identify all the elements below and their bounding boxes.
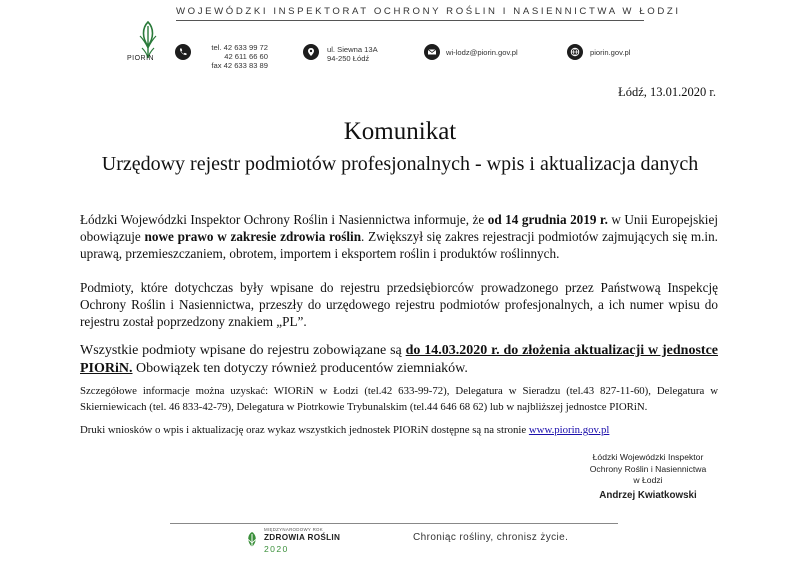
badge-year: 2020	[264, 544, 289, 554]
signature-line-1: Łódzki Wojewódzki Inspektor	[592, 452, 704, 462]
signature-line-3: w Łodzi	[633, 475, 663, 485]
p3-deadline: do 14.03.2020 r. do złożenia aktualizacji w jednostce PIORiN.	[80, 343, 718, 376]
phone-icon	[175, 44, 191, 60]
leaf-logo-icon	[243, 530, 261, 550]
paragraph-4: Szczegółowe informacje można uzyskać: WIORiN w Łodzi (tel.42 633-99-72), Delegatura w Sieradzu (tel.43 827-11-60), Delegatura w Skierniewicach (tel. 46 833-42-79), Delegatura w Piotrkowie Trybunalskim (tel.44 646 68 62) lub w najbliższej jednostce PIORiN.	[80, 385, 718, 413]
signatory-name: Andrzej Kwiatkowski	[599, 489, 697, 501]
location-icon	[303, 44, 319, 60]
p1-text-1: Łódzki Wojewódzki Inspektor Ochrony Roślin i Nasiennictwa informuje, że	[80, 212, 488, 227]
phone-2: 42 611 66 60	[224, 52, 268, 61]
logo-caption: PIORIN	[127, 55, 155, 62]
email-icon	[424, 44, 440, 60]
p3-text-1: Wszystkie podmioty wpisane do rejestru zobowiązane są	[80, 343, 406, 358]
address	[327, 45, 378, 63]
p1-text-2: w Unii Europejskiej obowiązuje	[80, 212, 718, 244]
globe-icon	[567, 44, 583, 60]
p1-bold-law: nowe prawo w zakresie zdrowia roślin	[144, 229, 362, 244]
paragraph-5	[80, 422, 718, 438]
website-link[interactable]: piorin.gov.pl	[590, 48, 631, 57]
address-street: ul. Siewna 13A	[327, 45, 378, 54]
phone-contacts	[198, 43, 268, 70]
footer-divider	[170, 523, 618, 524]
signature-block	[584, 452, 712, 501]
paragraph-2: Podmioty, które dotychczas były wpisane do rejestru przedsiębiorców prowadzonego przez Państwową Inspekcję Ochrony Roślin i Nasiennictwa, przeszły do urzędowego rejestru podmiotów profesjonalnych, a ich numer wpisu do rejestru został poprzedzony znakiem „PL”.	[80, 280, 718, 329]
document-title: Komunikat	[343, 118, 457, 145]
piorin-website-link[interactable]: www.piorin.gov.pl	[528, 424, 610, 436]
p5-text: Druki wniosków o wpis i aktualizację oraz wykaz wszystkich jednostek PIORiN dostępne są na stronie	[80, 424, 529, 436]
footer-motto: Chroniąc rośliny, chronisz życie.	[413, 532, 569, 543]
organization-name: WOJEWÓDZKI INSPEKTORAT OCHRONY ROŚLIN I NASIENNICTWA W ŁODZI	[176, 6, 681, 17]
paragraph-3	[80, 342, 718, 378]
phone-1: tel. 42 633 99 72	[211, 43, 268, 52]
signature-line-2: Ochrony Roślin i Nasiennictwa	[589, 463, 707, 474]
header-divider	[176, 20, 644, 21]
address-city: 94-250 Łódź	[327, 54, 370, 63]
badge-title: ZDROWIA ROŚLIN	[264, 533, 341, 542]
badge-subtitle: MIĘDZYNARODOWY ROK	[264, 527, 323, 532]
document-date: Łódź, 13.01.2020 r.	[618, 85, 716, 99]
paragraph-1	[80, 211, 718, 262]
document-subtitle: Urzędowy rejestr podmiotów profesjonalnych - wpis i aktualizacja danych	[101, 153, 699, 175]
fax-number: fax 42 633 83 89	[211, 61, 268, 70]
p3-text-2: Obowiązek ten dotyczy również producentów ziemniaków.	[132, 361, 468, 376]
email-link[interactable]: wi-lodz@piorin.gov.pl	[446, 48, 518, 57]
p1-bold-date: od 14 grudnia 2019 r.	[487, 212, 608, 227]
p1-text-3: . Zwiększył się zakres rejestracji podmiotów zajmujących się m.in. uprawą, przemieszczaniem, obrotem, importem i eksportem roślin i produktów roślinnych.	[80, 229, 718, 261]
